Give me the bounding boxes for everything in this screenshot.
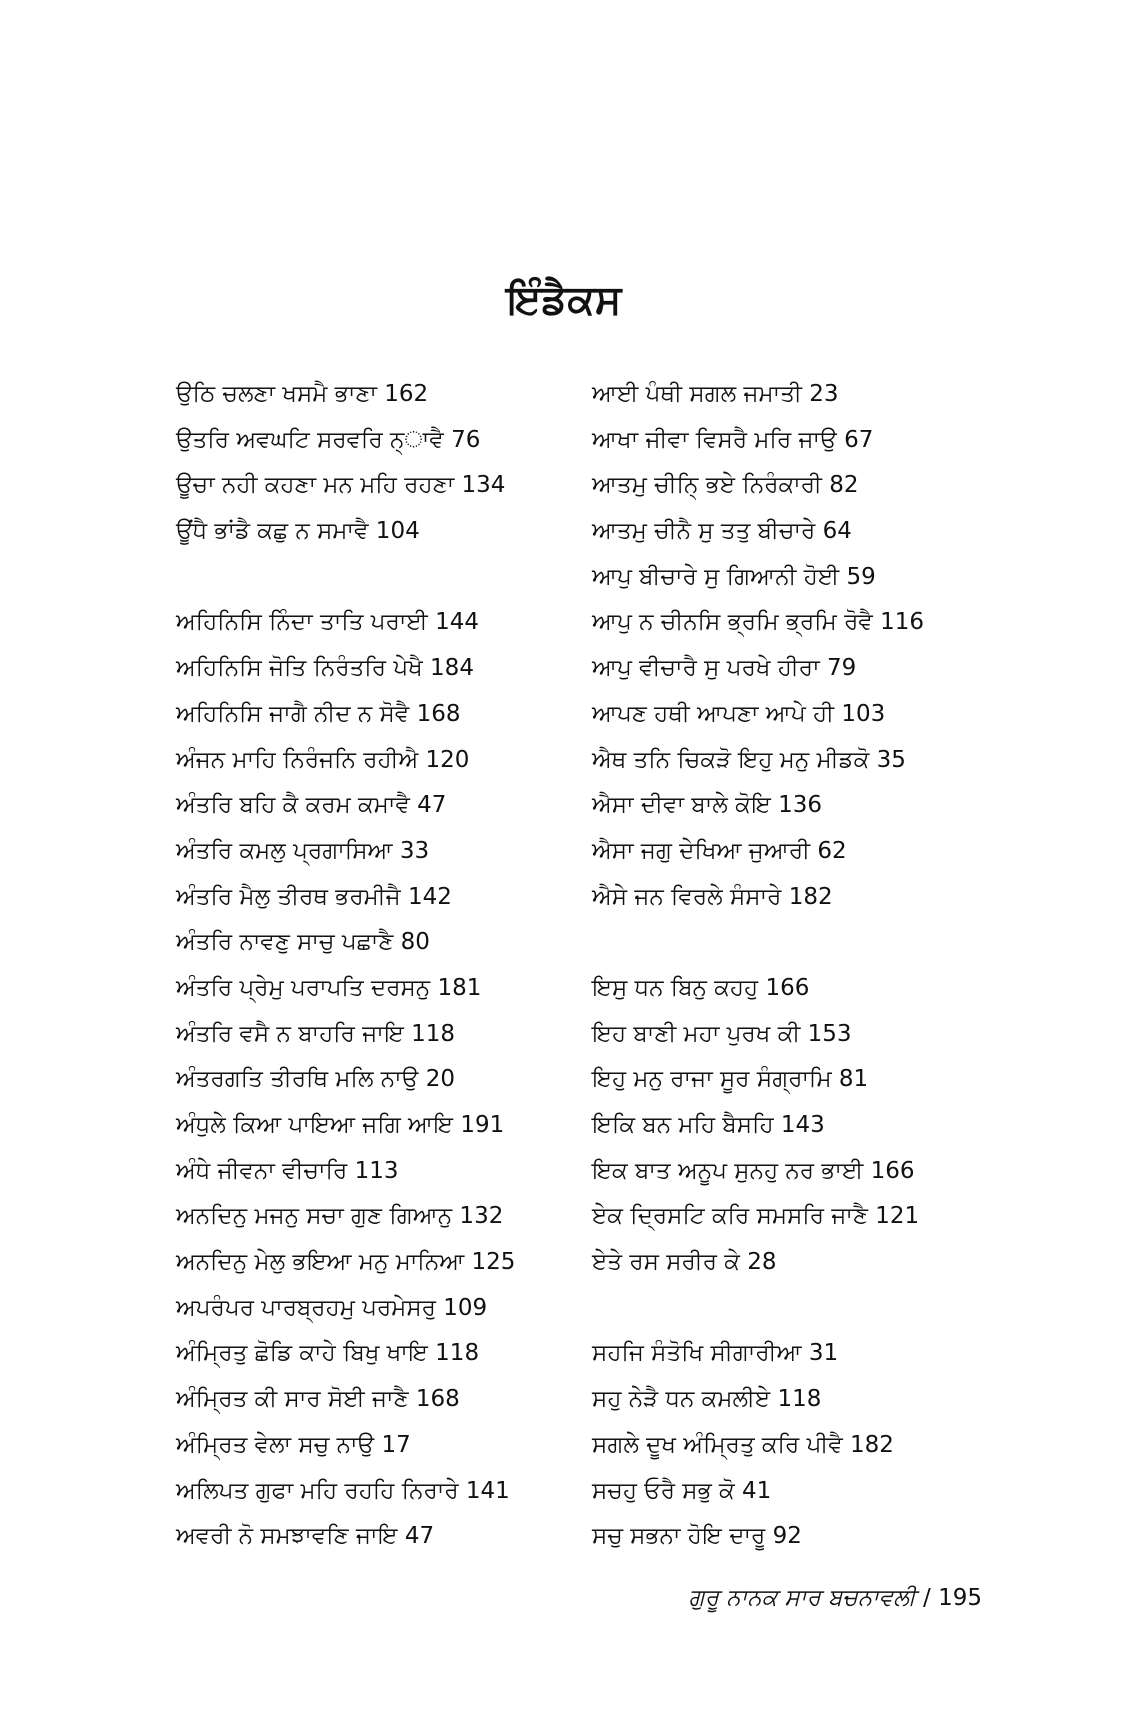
index-entry: ਐਥ ਤਨਿ ਚਿਕੜੋ ਇਹੁ ਮਨੁ ਮੀਡਕੋ 35 bbox=[592, 746, 906, 773]
index-entry: ਅੰਤਰਿ ਮੈਲੁ ਤੀਰਥ ਭਰਮੀਜੈ 142 bbox=[176, 883, 452, 910]
index-left-column bbox=[176, 372, 576, 1560]
index-entry: ਐਸਾ ਦੀਵਾ ਬਾਲੇ ਕੋਇ 136 bbox=[592, 792, 823, 819]
page-number: 195 bbox=[938, 1585, 982, 1611]
index-entry: ਅੰਤਰਿ ਬਹਿ ਕੈ ਕਰਮ ਕਮਾਵੈ 47 bbox=[176, 792, 447, 819]
index-entry: ਆਪੁ ਨ ਚੀਨਸਿ ਭ੍ਰਮਿ ਭ੍ਰਮਿ ਰੋਵੈ 116 bbox=[592, 609, 924, 636]
index-section-gap bbox=[592, 1286, 1012, 1332]
index-entry: ਅਹਿਨਿਸਿ ਨਿੰਦਾ ਤਾਤਿ ਪਰਾਈ 144 bbox=[176, 609, 479, 636]
index-entry: ਆਪਣ ਹਥੀ ਆਪਣਾ ਆਪੇ ਹੀ 103 bbox=[592, 700, 886, 727]
index-entry: ਅਨਦਿਨੁ ਮਜਨੁ ਸਚਾ ਗੁਣ ਗਿਆਨੁ 132 bbox=[176, 1203, 504, 1230]
index-entry: ਆਖਾ ਜੀਵਾ ਵਿਸਰੈ ਮਰਿ ਜਾਉ 67 bbox=[592, 426, 874, 453]
index-section-gap bbox=[176, 555, 576, 601]
index-entry: ਏਤੇ ਰਸ ਸਰੀਰ ਕੇ 28 bbox=[592, 1249, 777, 1276]
index-entry: ਆਪੁ ਬੀਚਾਰੇ ਸੁ ਗਿਆਨੀ ਹੋਈ 59 bbox=[592, 563, 876, 590]
index-right-column bbox=[592, 372, 1012, 1560]
index-entry: ਅੰਤਰਗਤਿ ਤੀਰਥਿ ਮਲਿ ਨਾਉ 20 bbox=[176, 1066, 455, 1093]
index-entry: ਅੰਮ੍ਰਿਤ ਵੇਲਾ ਸਚੁ ਨਾਉ 17 bbox=[176, 1431, 411, 1458]
index-entry: ਇਹੁ ਮਨੁ ਰਾਜਾ ਸੂਰ ਸੰਗ੍ਰਾਮਿ 81 bbox=[592, 1066, 869, 1093]
index-entry: ਏਕ ਦ੍ਰਿਸਟਿ ਕਰਿ ਸਮਸਰਿ ਜਾਣੈ 121 bbox=[592, 1203, 920, 1230]
index-entry: ਇਕਿ ਬਨ ਮਹਿ ਬੈਸਹਿ 143 bbox=[592, 1112, 825, 1138]
index-entry: ਅੰਤਰਿ ਪ੍ਰੇਮੁ ਪਰਾਪਤਿ ਦਰਸਨੁ 181 bbox=[176, 974, 482, 1001]
index-entry: ਇਕ ਬਾਤ ਅਨੂਪ ਸੁਨਹੁ ਨਰ ਭਾਈ 166 bbox=[592, 1157, 915, 1184]
index-entry: ਆਤਮੁ ਚੀਨਿ੍ ਭਏ ਨਿਰੰਕਾਰੀ 82 bbox=[592, 472, 859, 499]
index-entry: ਐਸਾ ਜਗੁ ਦੇਖਿਆ ਜੁਆਰੀ 62 bbox=[592, 837, 847, 864]
index-entry: ਅਨਦਿਨੁ ਮੇਲੁ ਭਇਆ ਮਨੁ ਮਾਨਿਆ 125 bbox=[176, 1249, 516, 1276]
index-entry: ਸਚੁ ਸਭਨਾ ਹੋਇ ਦਾਰੂ 92 bbox=[592, 1523, 802, 1550]
index-entry: ਅਹਿਨਿਸਿ ਜਾਗੈ ਨੀਦ ਨ ਸੋਵੈ 168 bbox=[176, 700, 461, 727]
index-entry: ਅੰਤਰਿ ਨਾਵਣੁ ਸਾਚੁ ਪਛਾਣੈ 80 bbox=[176, 929, 430, 956]
page-footer bbox=[689, 1578, 982, 1618]
index-entry: ਅਪਰੰਪਰ ਪਾਰਬ੍ਰਹਮੁ ਪਰਮੇਸਰੁ 109 bbox=[176, 1294, 488, 1321]
index-entry: ਅਹਿਨਿਸਿ ਜੋਤਿ ਨਿਰੰਤਰਿ ਪੇਖੈ 184 bbox=[176, 655, 474, 682]
index-entry: ਅੰਤਰਿ ਵਸੈ ਨ ਬਾਹਰਿ ਜਾਇ 118 bbox=[176, 1020, 456, 1047]
index-entry: ਸਗਲੇ ਦੂਖ ਅੰਮ੍ਰਿਤੁ ਕਰਿ ਪੀਵੈ 182 bbox=[592, 1431, 894, 1458]
index-entry: ਅੰਧੇ ਜੀਵਨਾ ਵੀਚਾਰਿ 113 bbox=[176, 1157, 399, 1184]
index-entry: ਐਸੇ ਜਨ ਵਿਰਲੇ ਸੰਸਾਰੇ 182 bbox=[592, 883, 833, 910]
index-entry: ਸਹਜਿ ਸੰਤੋਖਿ ਸੀਗਾਰੀਆ 31 bbox=[592, 1340, 839, 1367]
index-entry: ਸਹੁ ਨੇੜੈ ਧਨ ਕਮਲੀਏ 118 bbox=[592, 1386, 822, 1413]
index-entry: ਆਈ ਪੰਥੀ ਸਗਲ ਜਮਾਤੀ 23 bbox=[592, 381, 839, 407]
index-entry: ਉਠਿ ਚਲਣਾ ਖਸਮੈ ਭਾਣਾ 162 bbox=[176, 381, 429, 407]
index-entry: ਊਂਧੈ ਭਾਂਡੈ ਕਛੁ ਨ ਸਮਾਵੈ 104 bbox=[176, 518, 420, 545]
index-entry: ਅੰਮ੍ਰਿਤ ਕੀ ਸਾਰ ਸੋਈ ਜਾਣੈ 168 bbox=[176, 1386, 460, 1413]
index-entry: ਅੰਮ੍ਰਿਤੁ ਛੋਡਿ ਕਾਹੇ ਬਿਖੁ ਖਾਇ 118 bbox=[176, 1340, 480, 1367]
index-entry: ਆਪੁ ਵੀਚਾਰੈ ਸੁ ਪਰਖੇ ਹੀਰਾ 79 bbox=[592, 655, 857, 682]
index-section-gap bbox=[592, 920, 1012, 966]
footer-separator: / bbox=[915, 1585, 939, 1611]
index-entry: ਅੰਤਰਿ ਕਮਲੁ ਪ੍ਰਗਾਸਿਆ 33 bbox=[176, 837, 430, 864]
index-entry: ਇਹ ਬਾਣੀ ਮਹਾ ਪੁਰਖ ਕੀ 153 bbox=[592, 1020, 852, 1047]
index-entry: ਊਚਾ ਨਹੀ ਕਹਣਾ ਮਨ ਮਹਿ ਰਹਣਾ 134 bbox=[176, 472, 506, 499]
index-entry: ਉਤਰਿ ਅਵਘਟਿ ਸਰਵਰਿ ਨ੍ਾਵੈ 76 bbox=[176, 426, 481, 453]
index-entry: ਅੰਜਨ ਮਾਹਿ ਨਿਰੰਜਨਿ ਰਹੀਐ 120 bbox=[176, 746, 470, 773]
index-entry: ਅਲਿਪਤ ਗੁਫਾ ਮਹਿ ਰਹਹਿ ਨਿਰਾਰੇ 141 bbox=[176, 1477, 510, 1504]
index-entry: ਇਸੁ ਧਨ ਬਿਨੁ ਕਹਹੁ 166 bbox=[592, 974, 810, 1001]
index-entry: ਅਵਰੀ ਨੋ ਸਮਝਾਵਣਿ ਜਾਇ 47 bbox=[176, 1523, 435, 1550]
index-entry: ਆਤਮੁ ਚੀਨੈ ਸੁ ਤਤੁ ਬੀਚਾਰੇ 64 bbox=[592, 518, 852, 545]
index-entry: ਅੰਧੁਲੇ ਕਿਆ ਪਾਇਆ ਜਗਿ ਆਇ 191 bbox=[176, 1112, 505, 1138]
footer-book-title: ਗੁਰੂ ਨਾਨਕ ਸਾਰ ਬਚਨਾਵਲੀ bbox=[688, 1585, 916, 1611]
page-title: ਇੰਡੈਕਸ bbox=[506, 277, 622, 323]
index-entry: ਸਚਹੁ ਓਰੈ ਸਭੁ ਕੋ 41 bbox=[592, 1477, 772, 1504]
